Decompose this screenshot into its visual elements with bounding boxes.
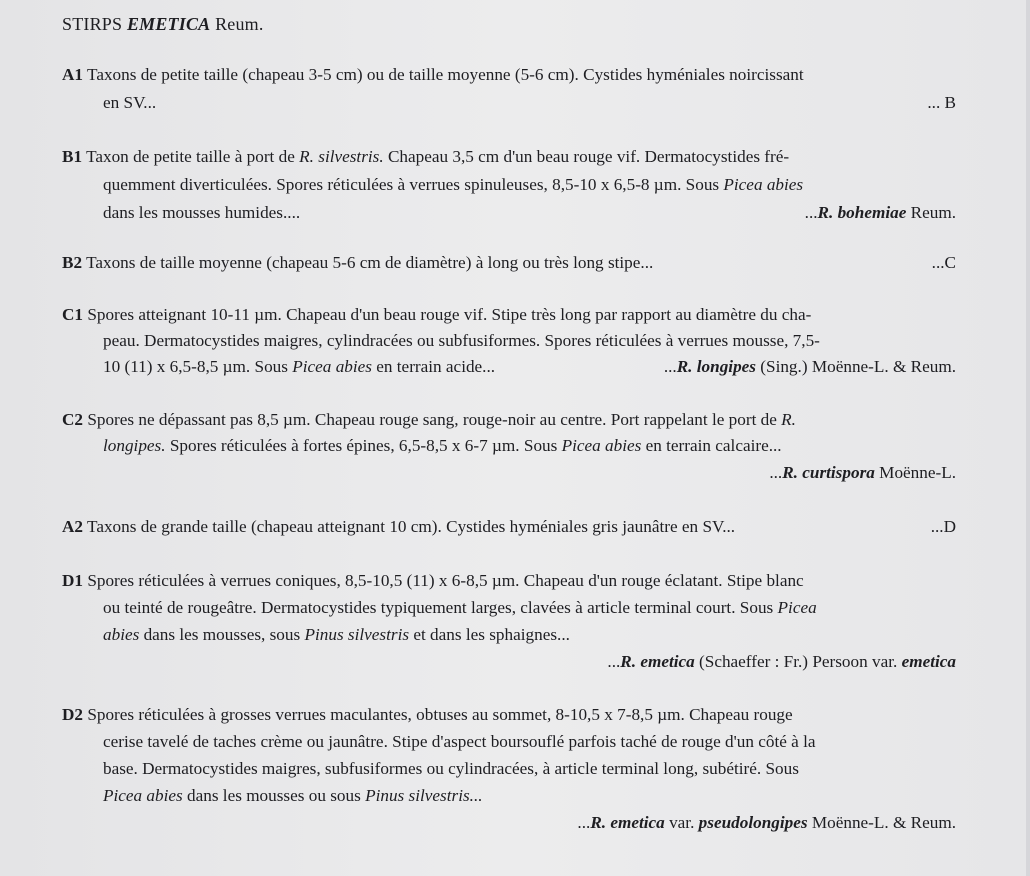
couplet-d1-lead-taxon: R. emetica: [620, 652, 695, 671]
couplet-c2-text-2d: en terrain calcaire...: [645, 436, 782, 455]
heading-name: EMETICA: [126, 14, 211, 34]
couplet-d2-line-4: [103, 783, 483, 809]
couplet-b2-line-1: [62, 250, 653, 276]
couplet-d1-lead-author: (Schaeffer : Fr.) Persoon var.: [699, 652, 898, 671]
couplet-c1-line-3: [103, 354, 495, 380]
couplet-d2-lead-var: pseudolongipes: [698, 813, 808, 832]
couplet-c2-text-2b: Spores réticulées à fortes épines, 6,5-8,5 x 6-7 µm. Sous: [169, 436, 558, 455]
couplet-c1-text-3a: 10 (11) x 6,5-8,5 µm. Sous: [103, 357, 288, 376]
couplet-b1-lead-dots: ...: [804, 203, 818, 222]
couplet-c2-lead-author: Moënne-L.: [879, 463, 956, 482]
couplet-d2-line-3: base. Dermatocystides maigres, subfusiformes ou cylindracées, à article terminal long, subétiré. Sous: [103, 759, 799, 778]
couplet-c2-taxon-ref-1: R.: [781, 410, 796, 429]
couplet-c1-lead-dots: ...: [663, 357, 677, 376]
couplet-d1-host-1a: Picea: [777, 598, 817, 617]
couplet-c1-text-1: Spores atteignant 10-11 µm. Chapeau d'un beau rouge vif. Stipe très long par rapport au diamètre du cha-: [87, 305, 812, 324]
couplet-c2-line-2: [103, 433, 782, 459]
couplet-c1-lead: [664, 354, 956, 380]
couplet-d1-lead: [607, 649, 956, 675]
couplet-c1-lead-taxon: R. longipes: [676, 357, 756, 376]
couplet-a2-text-1: Taxons de grande taille (chapeau atteignant 10 cm). Cystides hyméniales gris jaunâtre en SV...: [87, 517, 736, 536]
couplet-a1-lead: ... B: [927, 93, 956, 112]
couplet-a2-lead: ...D: [930, 517, 956, 536]
couplet-d1-line-2: [103, 595, 817, 621]
couplet-c2-taxon-ref-2: longipes.: [103, 436, 166, 455]
couplet-d2-text-1: Spores réticulées à grosses verrues maculantes, obtuses au sommet, 8-10,5 x 7-8,5 µm. Chapeau rouge: [87, 705, 793, 724]
couplet-d1-lead-var: emetica: [901, 652, 956, 671]
couplet-a2-code: A2: [62, 517, 84, 536]
page-edge: [1026, 0, 1030, 876]
couplet-c1-line-2: peau. Dermatocystides maigres, cylindracées ou subfusiformes. Spores réticulées à verrues mousse, 7,5-: [103, 331, 820, 350]
couplet-c1-line-1: [62, 302, 811, 328]
couplet-d1-lead-dots: ...: [607, 652, 621, 671]
couplet-b1-lead-author: Reum.: [910, 203, 956, 222]
couplet-d2-lead: [577, 810, 956, 836]
couplet-d1-code: D1: [62, 571, 84, 590]
couplet-d2-text-4b: dans les mousses ou sous: [187, 786, 361, 805]
couplet-d2-host-2: Pinus silvestris...: [365, 786, 483, 805]
couplet-c1-lead-author: (Sing.) Moënne-L. & Reum.: [760, 357, 956, 376]
couplet-b1-line-2: [103, 172, 803, 198]
couplet-c1-code: C1: [62, 305, 84, 324]
couplet-b2-code: B2: [62, 253, 83, 272]
couplet-c2-lead-dots: ...: [769, 463, 783, 482]
couplet-d1-text-1: Spores réticulées à verrues coniques, 8,5-10,5 (11) x 6-8,5 µm. Chapeau d'un rouge éclatant. Stipe blanc: [87, 571, 804, 590]
couplet-a2-line-1: [62, 514, 735, 540]
couplet-c2-lead: [769, 460, 956, 486]
couplet-b1-line-1: [62, 144, 789, 170]
couplet-d1-host-1b: abies: [103, 625, 140, 644]
couplet-d1-line-1: [62, 568, 804, 594]
couplet-b1-text-2a: quemment diverticulées. Spores réticulées à verrues spinuleuses, 8,5-10 x 6,5-8 µm. Sous: [103, 175, 720, 194]
couplet-d2-lead-mid: var.: [669, 813, 695, 832]
couplet-d1-line-3: [103, 622, 570, 648]
couplet-b2-text-1: Taxons de taille moyenne (chapeau 5-6 cm de diamètre) à long ou très long stipe...: [86, 253, 654, 272]
page-heading: [62, 14, 264, 35]
couplet-b2-lead: ...C: [931, 253, 956, 272]
heading-author: Reum.: [215, 14, 264, 34]
couplet-c2-code: C2: [62, 410, 84, 429]
couplet-d2-line-1: [62, 702, 793, 728]
couplet-d2-lead-author: Moënne-L. & Reum.: [811, 813, 956, 832]
couplet-a1-line-1: [62, 62, 804, 88]
couplet-c1-text-3c: en terrain acide...: [376, 357, 496, 376]
couplet-b1-text-1c: Chapeau 3,5 cm d'un beau rouge vif. Dermatocystides fré-: [387, 147, 790, 166]
couplet-d1-text-3d: et dans les sphaignes...: [413, 625, 570, 644]
couplet-b1-taxon-ref: R. silvestris.: [299, 147, 384, 166]
couplet-d2-code: D2: [62, 705, 84, 724]
couplet-b1-host: Picea abies: [723, 175, 804, 194]
couplet-d1-text-2a: ou teinté de rougeâtre. Dermatocystides typiquement larges, clavées à article terminal court. Sous: [103, 598, 774, 617]
couplet-d2-line-2: cerise tavelé de taches crème ou jaunâtre. Stipe d'aspect boursouflé parfois taché de rouge d'un côté à la: [103, 732, 816, 751]
couplet-a1-line-2: en SV...: [103, 93, 157, 112]
couplet-d2-host-1: Picea abies: [103, 786, 183, 805]
couplet-a1-text-1: Taxons de petite taille (chapeau 3-5 cm) ou de taille moyenne (5-6 cm). Cystides hyméniales noircissant: [87, 65, 804, 84]
couplet-c2-text-1a: Spores ne dépassant pas 8,5 µm. Chapeau rouge sang, rouge-noir au centre. Port rappelant le port de: [87, 410, 777, 429]
couplet-c2-line-1: [62, 407, 796, 433]
heading-stirps: STIRPS: [62, 14, 123, 34]
couplet-c2-host: Picea abies: [561, 436, 642, 455]
couplet-b1-text-1a: Taxon de petite taille à port de: [86, 147, 295, 166]
couplet-d1-text-3b: dans les mousses, sous: [143, 625, 301, 644]
couplet-d2-lead-taxon: R. emetica: [590, 813, 665, 832]
couplet-c1-host: Picea abies: [292, 357, 372, 376]
couplet-c2-lead-taxon: R. curtispora: [782, 463, 875, 482]
couplet-b1-line-3: dans les mousses humides....: [103, 203, 301, 222]
couplet-d1-host-2: Pinus silvestris: [304, 625, 410, 644]
couplet-d2-lead-dots: ...: [577, 813, 591, 832]
couplet-b1-lead-taxon: R. bohemiae: [817, 203, 907, 222]
couplet-b1-code: B1: [62, 147, 83, 166]
couplet-b1-lead: [805, 200, 956, 226]
couplet-a1-code: A1: [62, 65, 84, 84]
